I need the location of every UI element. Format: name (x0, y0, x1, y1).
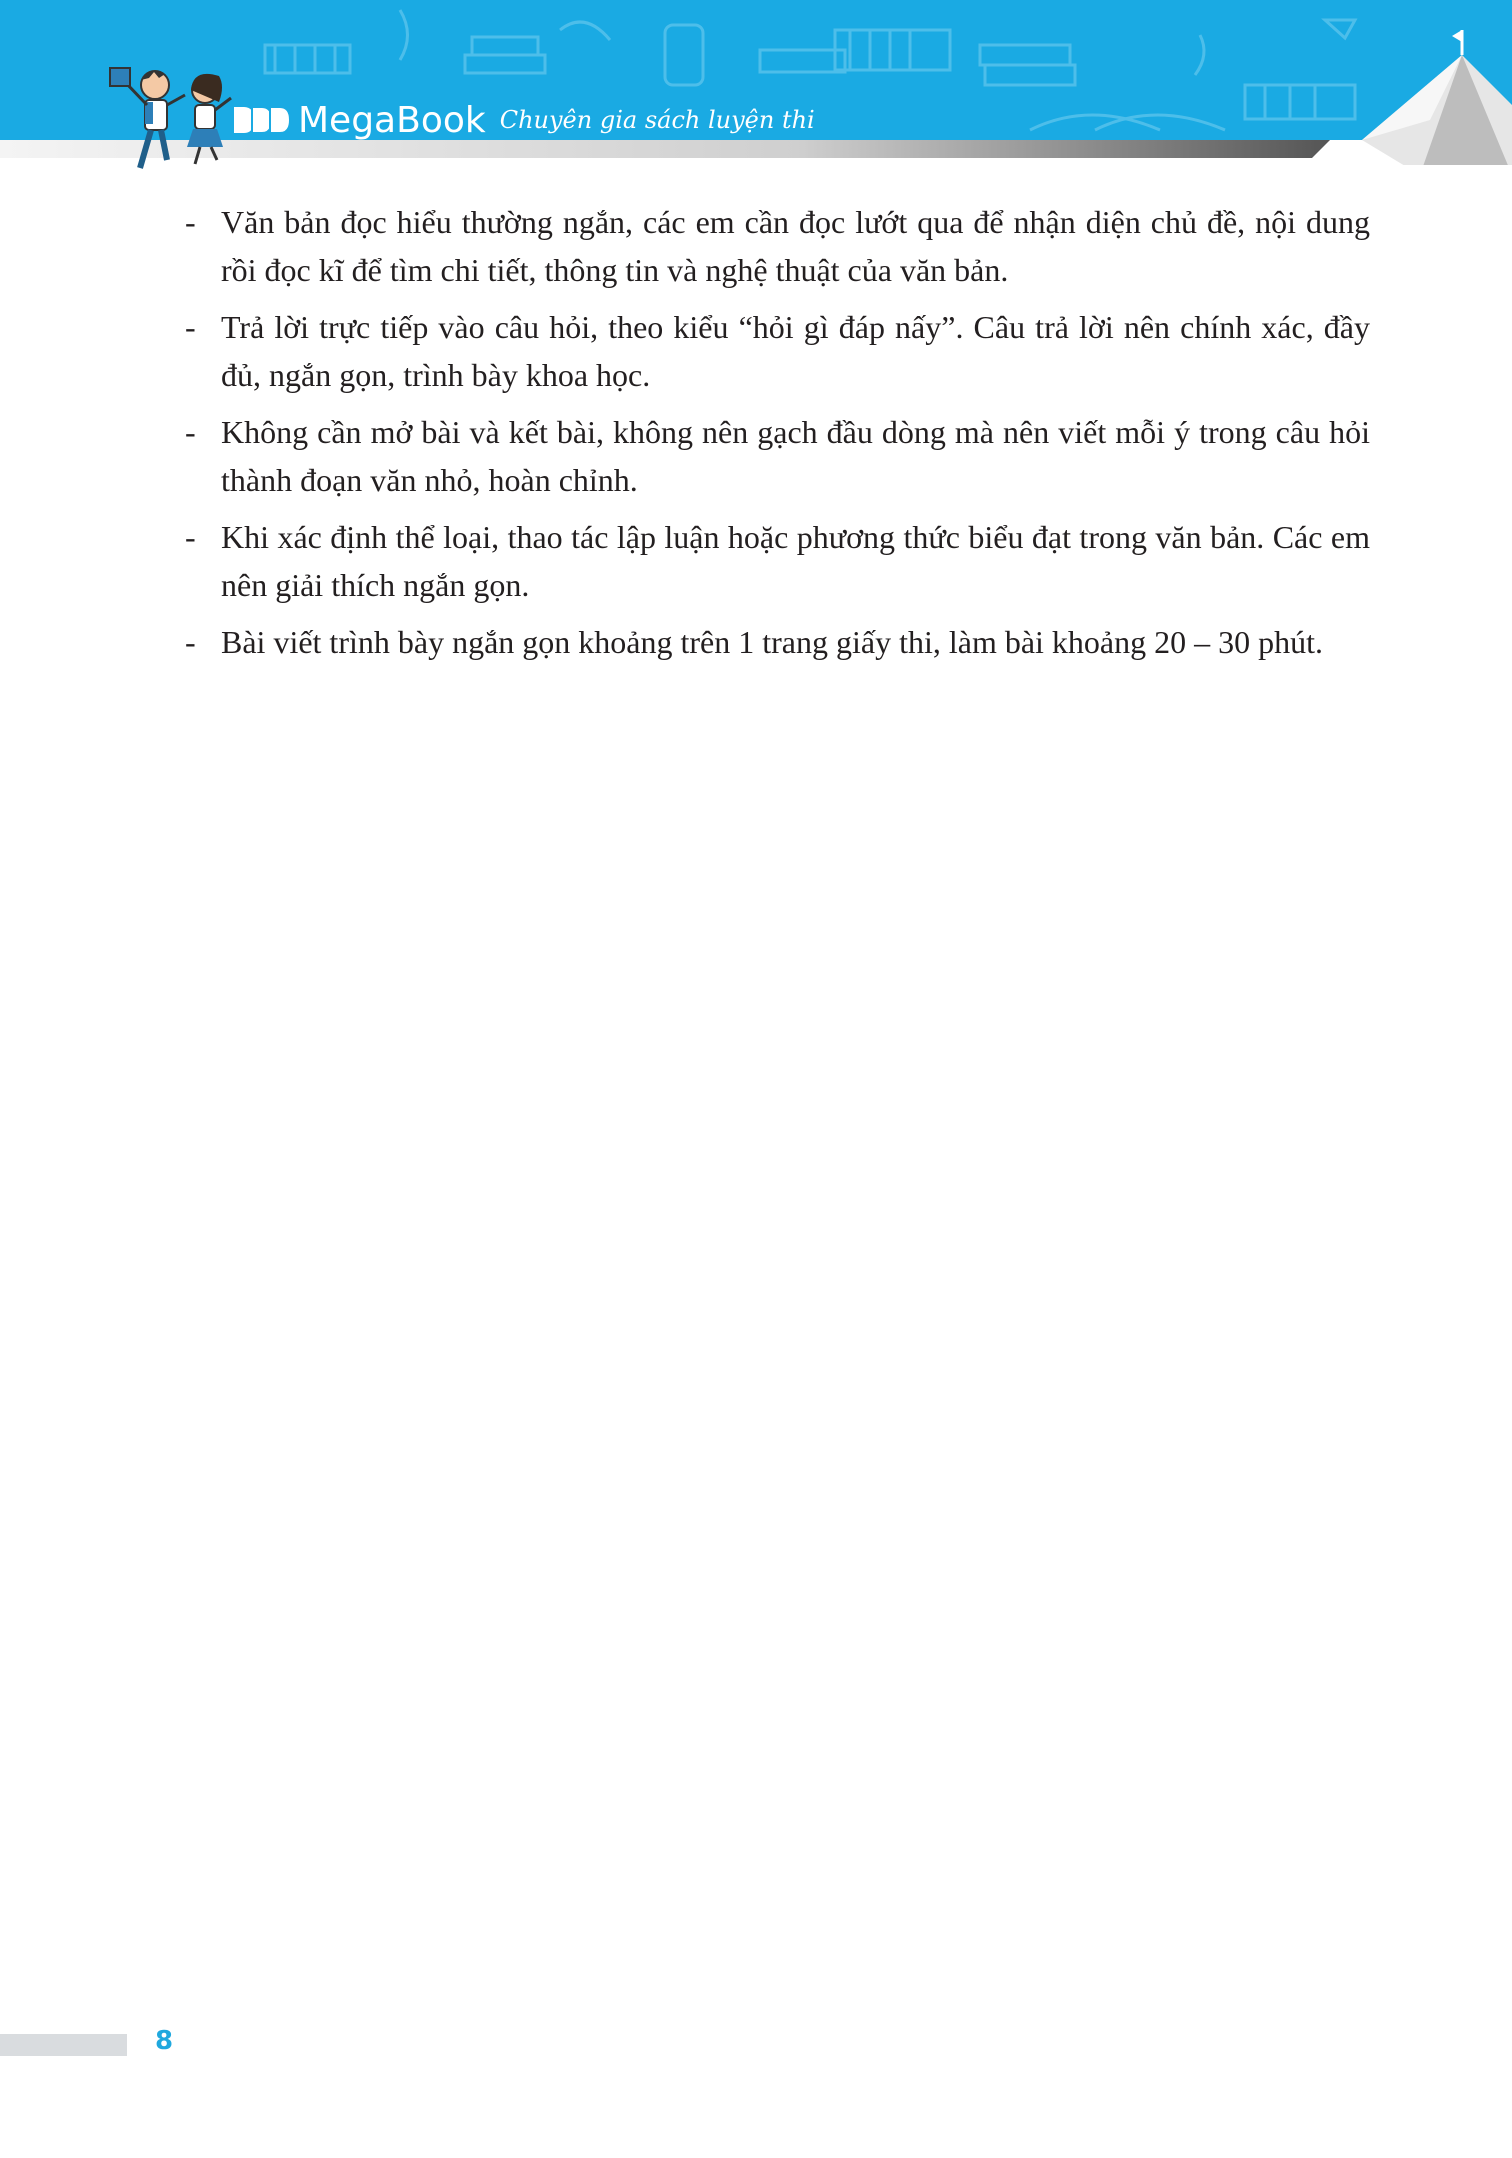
brand-name: MegaBook (298, 99, 486, 141)
bullet-dash: - (185, 519, 196, 555)
page-content (185, 198, 1370, 675)
page-number: 8 (155, 2026, 174, 2056)
list-item (185, 408, 1370, 504)
bullet-dash: - (185, 624, 196, 660)
megabook-logo-icon (232, 103, 292, 137)
brand-tagline: Chuyên gia sách luyện thi (499, 106, 815, 134)
bullet-text: Không cần mở bài và kết bài, không nên gạch đầu dòng mà nên viết mỗi ý trong câu hỏi thành đoạn văn nhỏ, hoàn chỉnh. (221, 414, 1370, 498)
bullet-text: Bài viết trình bày ngắn gọn khoảng trên 1 trang giấy thi, làm bài khoảng 20 – 30 phút. (221, 624, 1324, 660)
page-header (0, 0, 1512, 165)
bullet-dash: - (185, 204, 196, 240)
footer-bar (0, 2034, 127, 2056)
list-item (185, 303, 1370, 399)
student-mascots-icon (105, 60, 235, 175)
bullet-text: Trả lời trực tiếp vào câu hỏi, theo kiểu “hỏi gì đáp nấy”. Câu trả lời nên chính xác, đầy đủ, ngắn gọn, trình bày khoa học. (221, 309, 1370, 393)
bullet-list (185, 198, 1370, 666)
bullet-text: Văn bản đọc hiểu thường ngắn, các em cần đọc lướt qua để nhận diện chủ đề, nội dung rồi đọc kĩ để tìm chi tiết, thông tin và nghệ thuật của văn bản. (221, 204, 1370, 288)
bullet-text: Khi xác định thể loại, thao tác lập luận hoặc phương thức biểu đạt trong văn bản. Các em nên giải thích ngắn gọn. (221, 519, 1370, 603)
list-item (185, 198, 1370, 294)
list-item (185, 618, 1370, 666)
list-item (185, 513, 1370, 609)
bullet-dash: - (185, 414, 196, 450)
brand (232, 96, 815, 144)
bullet-dash: - (185, 309, 196, 345)
